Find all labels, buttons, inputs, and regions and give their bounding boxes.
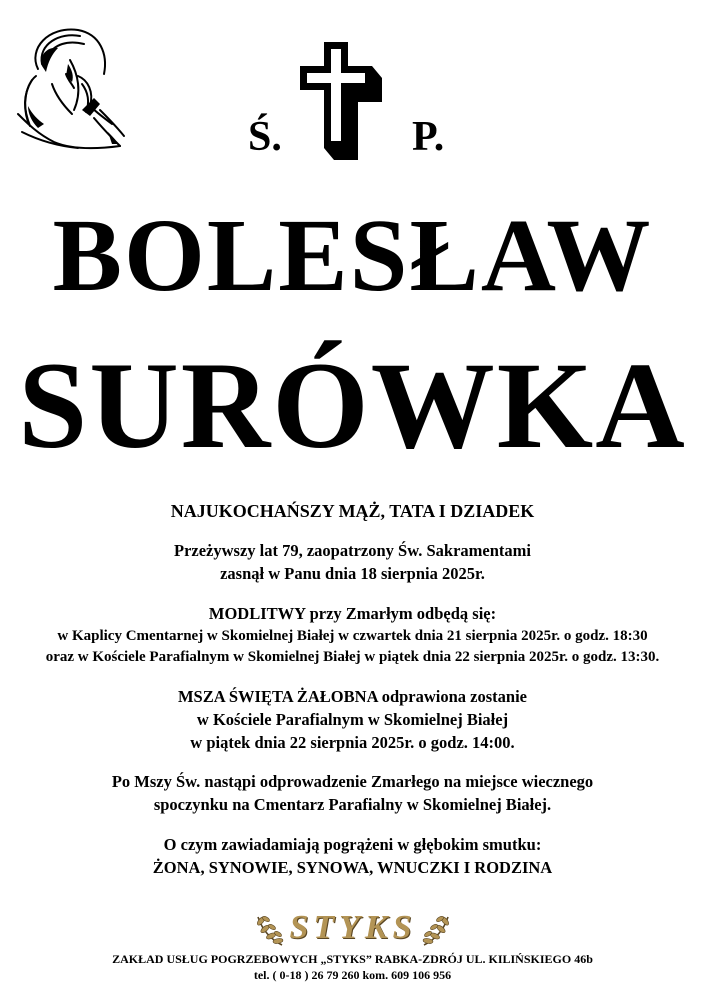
mass-heading-rest: odprawiona zostanie (377, 687, 528, 706)
prefix-left: Ś. (248, 114, 282, 160)
mass-heading-caps: MSZA ŚWIĘTA ŻAŁOBNA (177, 687, 378, 706)
prayers-heading-caps: MODLITWY (208, 604, 306, 623)
mass-line-2: w piątek dnia 22 sierpnia 2025r. o godz. 14:00. (190, 733, 515, 752)
prefix-right: P. (412, 114, 445, 160)
deceased-first-name: BOLESŁAW (52, 198, 653, 313)
age-line-2: zasnął w Panu dnia 18 sierpnia 2025r. (220, 564, 485, 583)
funeral-home-address: ZAKŁAD USŁUG POGRZEBOWYCH „STYKS” RABKA-ZDRÓJ UL. KILIŃSKIEGO 46b (112, 952, 593, 966)
age-line-1: Przeżywszy lat 79, zaopatrzony Św. Sakramentami (174, 541, 531, 560)
cross-icon (300, 36, 384, 162)
burial-line-2: spoczynku na Cmentarz Parafialny w Skomielnej Białej. (153, 795, 552, 814)
mass-line-1: w Kościele Parafialnym w Skomielnej Białej (196, 710, 509, 729)
prayers-line-2: oraz w Kościele Parafialnym w Skomielnej Białej w piątek dnia 22 sierpnia 2025r. o godz. 13:30. (45, 649, 660, 665)
prayers-line-1: w Kaplicy Cmentarnej w Skomielnej Białej w czwartek dnia 21 sierpnia 2025r. o godz. 18:30 (57, 628, 648, 644)
mourners-intro: O czym zawiadamiają pogrążeni w głębokim smutku: (163, 835, 542, 854)
deceased-last-name: SURÓWKA (18, 337, 687, 474)
prayers-heading-rest: przy Zmarłym odbędą się: (305, 604, 497, 623)
prayers-heading (0, 604, 705, 624)
praying-jesus-icon (8, 14, 126, 154)
styks-logo-text: STYKS (289, 909, 417, 946)
mourners-names: ŻONA, SYNOWIE, SYNOWA, WNUCZKI I RODZINA (152, 858, 553, 877)
burial-line-1: Po Mszy Św. nastąpi odprowadzenie Zmarłego na miejsce wiecznego (111, 772, 594, 791)
mass-heading (0, 687, 705, 707)
funeral-home-phone: tel. ( 0-18 ) 26 79 260 kom. 609 106 956 (253, 968, 452, 982)
relation-line: NAJUKOCHAŃSZY MĄŻ, TATA I DZIADEK (170, 501, 535, 521)
